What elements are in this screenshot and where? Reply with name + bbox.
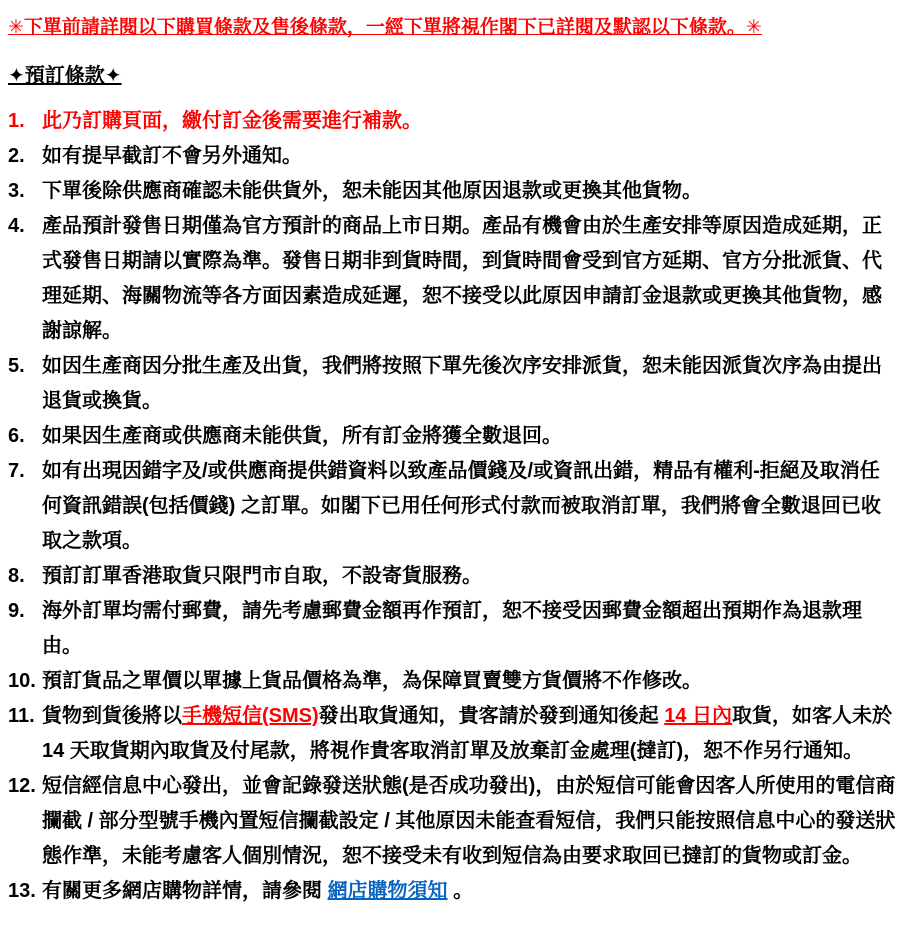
term-text <box>42 559 899 594</box>
term-segment: 發出取貨通知，貴客請於發到通知後起 <box>318 705 665 727</box>
terms-document <box>8 10 899 909</box>
term-item-13 <box>8 874 899 909</box>
term-item-9 <box>8 594 899 664</box>
term-number: 5. <box>8 355 25 377</box>
page-title: ✳下單前請詳閱以下購買條款及售後條款，一經下單將視作閣下已詳閱及默認以下條款。✳ <box>8 17 762 38</box>
term-number: 12. <box>8 775 36 797</box>
term-number: 7. <box>8 460 25 482</box>
term-item-11 <box>8 699 899 769</box>
term-segment: 產品預計發售日期僅為官方預計的商品上市日期。產品有機會由於生產安排等原因造成延期，正式發售日期請以實際為準。發售日期非到貨時間，到貨時間會受到官方延期、官方分批派貨、代理延期、海關物流等各方面因素造成延遲，恕不接受以此原因申請訂金退款或更換其他貨物，感謝諒解。 <box>42 215 882 342</box>
term-text <box>42 874 899 909</box>
term-item-5 <box>8 349 899 419</box>
term-item-10 <box>8 664 899 699</box>
term-segment: 如有提早截訂不會另外通知。 <box>42 145 302 167</box>
term-item-8 <box>8 559 899 594</box>
term-item-7 <box>8 454 899 559</box>
term-segment: 取貨，如客人未於 14 天取貨期內取貨及付尾款，將視作貴客取消訂單及放棄訂金處理(撻訂)，恕不作另行通知。 <box>42 705 893 762</box>
shop-guide-link[interactable]: 網店購物須知 <box>327 880 448 902</box>
term-number: 2. <box>8 145 25 167</box>
term-text <box>42 174 899 209</box>
term-text <box>42 209 899 349</box>
term-text <box>42 139 899 174</box>
term-number: 9. <box>8 600 25 622</box>
term-item-4 <box>8 209 899 349</box>
term-segment: 。 <box>447 880 474 902</box>
term-segment: 如有出現因錯字及/或供應商提供錯資料以致產品價錢及/或資訊出錯，精品有權利-拒絕及取消任何資訊錯誤(包括價錢) 之訂單。如閣下已用任何形式付款而被取消訂單，我們將會全數退回已收取之款項。 <box>42 460 881 552</box>
term-segment: 預訂訂單香港取貨只限門市自取，不設寄貨服務。 <box>42 565 482 587</box>
highlighted-text: 14 日內 <box>664 705 733 727</box>
term-text <box>42 769 899 874</box>
term-text <box>42 454 899 559</box>
term-number: 6. <box>8 425 25 447</box>
term-text <box>42 594 899 664</box>
term-text <box>42 664 899 699</box>
term-number: 3. <box>8 180 25 202</box>
term-segment: 海外訂單均需付郵費，請先考慮郵費金額再作預訂，恕不接受因郵費金額超出預期作為退款理由。 <box>42 600 862 657</box>
highlighted-text: 手機短信(SMS) <box>182 705 319 727</box>
term-item-1 <box>8 104 899 139</box>
terms-list <box>8 104 899 909</box>
term-number: 10. <box>8 670 36 692</box>
term-text <box>42 699 899 769</box>
term-number: 4. <box>8 215 25 237</box>
term-item-2 <box>8 139 899 174</box>
term-segment: 下單後除供應商確認未能供貨外，恕未能因其他原因退款或更換其他貨物。 <box>42 180 702 202</box>
term-segment: 貨物到貨後將以 <box>42 705 182 727</box>
term-number: 8. <box>8 565 25 587</box>
term-text <box>42 104 899 139</box>
term-item-6 <box>8 419 899 454</box>
term-item-3 <box>8 174 899 209</box>
section-header-preorder-terms: ✦預訂條款✦ <box>8 65 122 87</box>
term-segment: 短信經信息中心發出，並會記錄發送狀態(是否成功發出)，由於短信可能會因客人所使用的電信商攔截 / 部分型號手機內置短信攔截設定 / 其他原因未能查看短信，我們只能按照信息中心的發送狀態作準，未能考慮客人個別情況，恕不接受未有收到短信為由要求取回已撻訂的貨物或訂金。 <box>42 775 896 867</box>
term-number: 11. <box>8 705 35 727</box>
term-number: 1. <box>8 110 25 132</box>
term-segment: 此乃訂購頁面，繳付訂金後需要進行補款。 <box>42 110 422 132</box>
term-item-12 <box>8 769 899 874</box>
term-segment: 有關更多網店購物詳情，請參閱 <box>42 880 328 902</box>
term-segment: 如果因生產商或供應商未能供貨，所有訂金將獲全數退回。 <box>42 425 562 447</box>
term-segment: 預訂貨品之單價以單據上貨品價格為準，為保障買賣雙方貨價將不作修改。 <box>42 670 702 692</box>
term-number: 13. <box>8 880 36 902</box>
term-text <box>42 349 899 419</box>
term-text <box>42 419 899 454</box>
term-segment: 如因生產商因分批生產及出貨，我們將按照下單先後次序安排派貨，恕未能因派貨次序為由提出退貨或換貨。 <box>42 355 882 412</box>
